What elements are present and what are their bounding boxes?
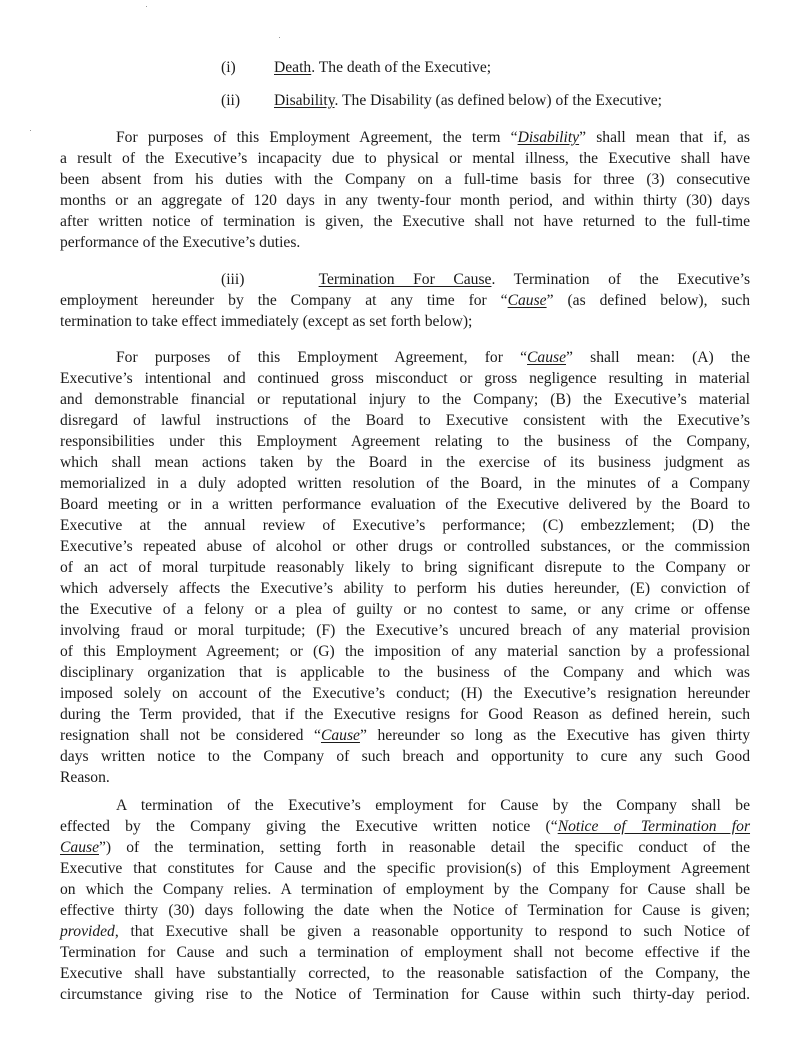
defined-term: Disability xyxy=(517,129,580,146)
defined-term: Notice of Termination for xyxy=(557,818,751,835)
list-heading: Disability xyxy=(274,92,335,109)
list-heading: Death xyxy=(274,59,312,76)
defined-term: Cause xyxy=(527,349,567,366)
list-text: . The death of the Executive; xyxy=(311,59,492,76)
document-page: (i) Death. The death of the Executive; (ii) Disability. The Disability (as defined below) of the Executive; For purposes of this Employment Agreement, the term “Disability” shall mean that if, as a result of the Executive’s incapacity due to physical or mental illness, the Executive shall have been absent from his duties with the Company on a full-time basis for three (3) consecutive months or an aggregate of 120 days in any twenty-four month period, and within thirty (30) days after written notice of termination is given, the Executive shall not have returned to the full-time performance of the Executive’s duties. (iii) Termination For Cause. Termination of the Executive’s employment hereunder by the Company at any time for “Cause” (as defined below), such termination to take effect immediately (except as set forth below); For purposes of this Employment Agreement, for “Cause” shall mean: (A) the Executive’s intentional and continued gross misconduct or gross negligence resulting in material and demonstrable financial or reputational injury to the Company; (B) the Executive’s material disregard of lawful instructions of the Board to Executive consistent with the Executive’s responsibilities under this Employment Agreement relating to the business of the Company, which shall mean actions taken by the Board in the exercise of its business judgment as memorialized in a duly adopted written resolution of the Board, in the minutes of a Company Board meeting or in a written performance evaluation of the Executive delivered by the Board to Executive at the annual review of Executive’s performance; (C) embezzlement; (D) the Executive’s repeated abuse of alcohol or other drugs or controlled substances, or the commission of an act of moral turpitude reasonably likely to bring significant disrepute to the Company or which adversely affects the Executive’s ability to perform his duties hereunder, (E) conviction of the Executive of a felony or a plea of guilty or no contest to same, or any crime or offense involving fraud or moral turpitude; (F) the Executive’s uncured breach of any material provision of this Employment Agreement; or (G) the imposition of any material sanction by a professional disciplinary organization that is applicable to the business of the Company and which was imposed solely on account of the Executive’s conduct; (H) the Executive’s resignation hereunder during the Term provided, that if the Executive resigns for Good Reason as defined herein, such resignation shall not be considered “Cause” hereunder so long as the Executive has given thirty days written notice to the Company of such breach and opportunity to cure any such Good Reason. A termination of the Executive’s employment for Cause by the Company shall be effected by the Company giving the Executive written notice (“Notice of Termination for Cause”) of the termination, setting forth in reasonable detail the specific conduct of the Executive that constitutes for Cause and the specific provision(s) of this Employment Agreement on which the Company relies. A termination of employment by the Company for Cause shall be effective thirty (30) days following the date when the Notice of Termination for Cause is given; provided, that Executive shall be given a reasonable opportunity to respond to such Notice of Termination for Cause and such a termination of employment shall not become effective if the Executive shall have substantially corrected, to the reasonable satisfaction of the Company, the circumstance giving rise to the Notice of Termination for Cause within such thirty-day period. xyxy=(0,0,799,1038)
list-number: (i) xyxy=(221,59,236,76)
emphasis: provided xyxy=(60,923,115,940)
scan-speck xyxy=(279,37,280,38)
defined-term: Cause xyxy=(320,727,360,744)
scan-speck xyxy=(146,6,147,7)
list-text: . The Disability (as defined below) of the Executive; xyxy=(334,92,663,109)
defined-term: Cause xyxy=(60,839,99,856)
defined-term: Cause xyxy=(507,292,547,309)
list-heading: Termination For Cause xyxy=(318,271,492,288)
scan-speck xyxy=(30,130,31,131)
list-number: (iii) xyxy=(221,271,245,288)
list-number: (ii) xyxy=(221,92,241,109)
